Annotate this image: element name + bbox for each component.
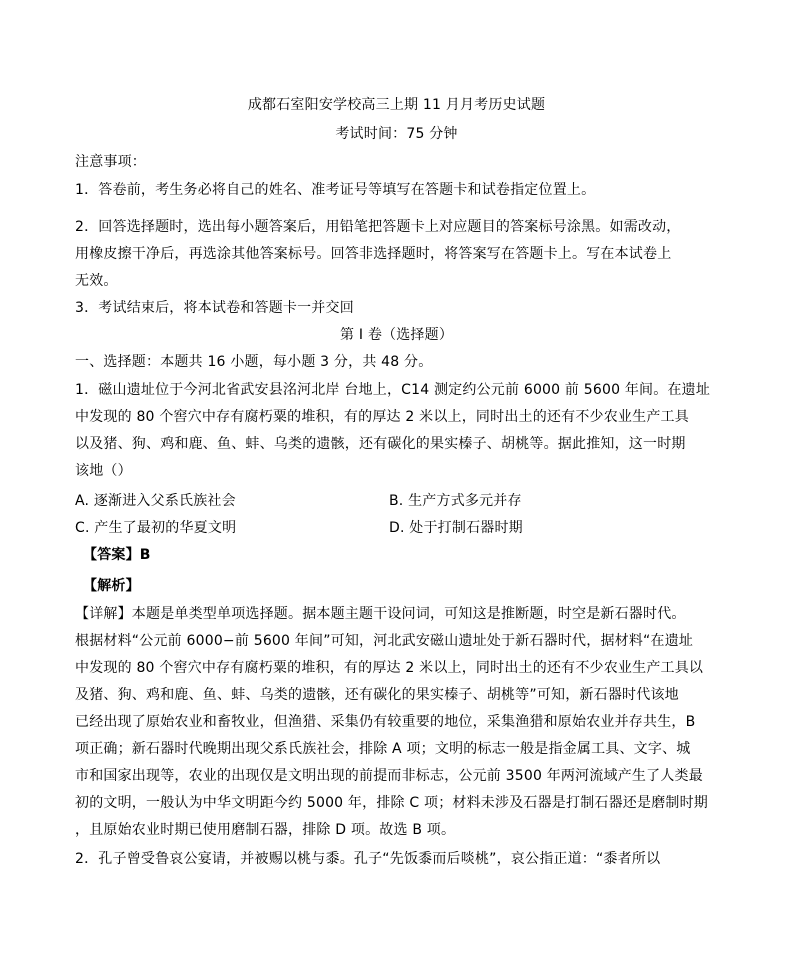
q1-detail-line-4: 及猪、狗、鸡和鹿、鱼、蚌、乌类的遗骸，还有碳化的果实榛子、胡桃等”可知，新石器时代该地 — [75, 687, 679, 703]
notice-item-2-line-2: 用橡皮擦干净后，再选涂其他答案标号。回答非选择题时，将答案写在答题卡上。写在本试卷上 — [75, 246, 672, 262]
notice-item-1: 1．答卷前，考生务必将自己的姓名、准考证号等填写在答题卡和试卷指定位置上。 — [75, 182, 596, 198]
q1-stem-line-1: 1．磁山遗址位于今河北省武安县洺河北岸 台地上，C14 测定约公元前 6000 前 5600 年间。在遗址 — [75, 382, 711, 398]
q1-stem-line-2: 中发现的 80 个窖穴中存有腐朽粟的堆积，有的厚达 2 米以上，同时出土的还有不少农业生产工具 — [75, 409, 689, 425]
q2-stem-line-1: 2．孔子曾受鲁哀公宴请，并被赐以桃与黍。孔子“先饭黍而后啖桃”，哀公指正道：“黍者所以 — [75, 851, 661, 867]
q1-detail-line-2: 根据材料“公元前 6000−前 5600 年间”可知，河北武安磁山遗址处于新石器时代，据材料“在遗址 — [75, 633, 694, 649]
exam-time: 考试时间：75 分钟 — [335, 126, 458, 142]
q1-detail-line-8: 初的文明，一般认为中华文明距今约 5000 年，排除 C 项；材料未涉及石器是打制石器还是磨制时期 — [75, 795, 709, 811]
section-title: 第 I 卷（选择题） — [339, 327, 454, 343]
q1-analysis-label: 【解析】 — [83, 578, 140, 594]
q1-detail-line-1: 【详解】本题是单类型单项选择题。据本题主题干设问词，可知这是推断题，时空是新石器时代。 — [75, 606, 686, 622]
q1-stem-line-4: 该地（） — [75, 463, 132, 479]
q1-detail-line-3: 中发现的 80 个窖穴中存有腐朽粟的堆积，有的厚达 2 米以上，同时出土的还有不少农业生产工具以 — [75, 660, 704, 676]
q1-detail-line-5: 已经出现了原始农业和畜牧业，但渔猎、采集仍有较重要的地位，采集渔猎和原始农业并存共生，B — [75, 714, 696, 730]
q1-option-a: A. 逐渐进入父系氏族社会 — [75, 493, 236, 509]
q1-option-d: D. 处于打制石器时期 — [389, 520, 523, 536]
q1-stem-line-3: 以及猪、狗、鸡和鹿、鱼、蚌、乌类的遗骸，还有碳化的果实榛子、胡桃等。据此推知，这一时期 — [75, 436, 686, 452]
exam-title: 成都石室阳安学校高三上期 11 月月考历史试题 — [247, 97, 546, 113]
q1-answer: 【答案】B — [83, 547, 151, 563]
q1-detail-line-6: 项正确；新石器时代晚期出现父系氏族社会，排除 A 项；文明的标志一般是指金属工具、文字、城 — [75, 741, 691, 757]
q1-option-b: B. 生产方式多元并存 — [389, 493, 522, 509]
notice-item-2-line-1: 2．回答选择题时，选出每小题答案后，用铅笔把答题卡上对应题目的答案标号涂黑。如需改动， — [75, 219, 681, 235]
section-intro: 一、选择题：本题共 16 小题，每小题 3 分，共 48 分。 — [75, 354, 433, 370]
notice-heading: 注意事项： — [75, 154, 146, 170]
notice-item-3: 3．考试结束后，将本试卷和答题卡一并交回 — [75, 300, 354, 316]
q1-option-c: C. 产生了最初的华夏文明 — [75, 520, 237, 536]
notice-item-2-line-3: 无效。 — [75, 273, 118, 289]
q1-detail-line-9: ，且原始农业时期已使用磨制石器，排除 D 项。故选 B 项。 — [75, 822, 456, 838]
q1-detail-line-7: 市和国家出现等，农业的出现仅是文明出现的前提而非标志，公元前 3500 年两河流域产生了人类最 — [75, 768, 703, 784]
